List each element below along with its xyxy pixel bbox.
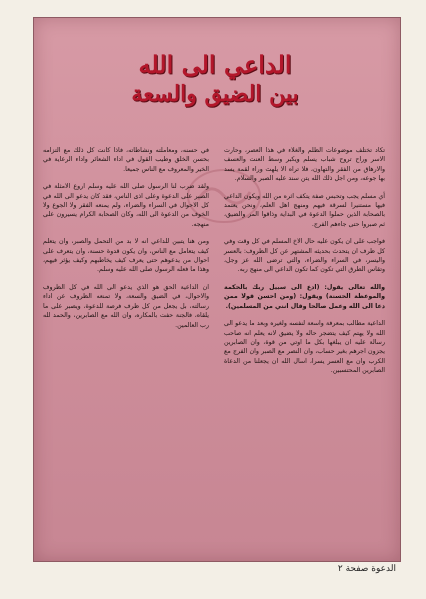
paragraph: فواجب على ان يكون عليه حال الاخ المسلم في كل وقت وفي كل ظرف ان يتحدث بحديثه المشتهر عن كل الظروف: بالعسر واليسر، في السراء والضراء، والتي ترضى الله عز وجل، وتقاس الطرق التي تكون كما تكون الداعي الى منهج ربه. [224,238,385,274]
paragraph: ولقد ضرب لنا الرسول صلى الله عليه وسلم اروع الامثلة في الصبر على الدعوة وعلى اذى الناس، فقد كان يدعو الى الله في كل الاحوال في السراء والضراء، ولم يمنعه الفقر ولا الجوع ولا الخوف من الدعوة الى الله، وكان الصحابة الكرام يسيرون على منهجه. [43,183,209,228]
article-title-line-1: الداعي الى الله [138,50,292,79]
paragraph: في حسنه، ومعاملته ونشاطاته، فاذا كانت كل ذلك مع التزامه بحسن الخلق وطيب القول في اداء الشعائر واداء الرعاية في الخير والمعروف مع الناس جميعا. [43,147,209,173]
article-title-line-2: بين الضيق والسعة [131,81,299,107]
page-footer: الدعوة صفحة ٢ [337,564,396,574]
paragraph: الداعية مطالب بمعرفة واسعة لنفسه ولغيره وبعد ما يدعو الى الله ولا يهتم كيف يتضجر حاله ولا يضيق لانه يعلم انه صاحب رسالة عليه ان يبلغها بكل ما اوتي من قوة، وان الصابرين يجزون اجرهم بغير حساب، وان النصر مع الصبر وان الفرج مع الكرب وان مع العسر يسرا، اسال الله ان يجعلنا من الدعاة الصابرين المحتسبين. [224,320,385,375]
quran-quote-paragraph: والله تعالى يقول: (ادع الى سبيل ربك بالحكمة والموعظة الحسنة) ويقول: (ومن احسن قولا ممن دعا الى الله وعمل صالحا وقال انني من المسلمين). [224,283,385,310]
paragraph: ومن هنا يتبين للداعي انه لا بد من التحمل والصبر، وان يتعلم كيف يتعامل مع الناس، وان يكون قدوة حسنة، وان يتعرف على احوال من يدعوهم حتى يعرف كيف يخاطبهم وكيف يؤثر فيهم، وهذا ما فعله الرسول صلى الله عليه وسلم. [43,238,209,274]
article-column-left [43,146,209,338]
article-column-right [224,146,385,384]
paragraph: أي مسلم يجب وتحبس صفة يتكف اثره من الله ويكون الداعي فيها مستنيرا لسرقة فيهم ومنهج اهل العلم، ونحن يعتمد بالصحابة الذين حملوا الدعوة في البداية وذاقوا المر والضيق، ثم صبروا حتى جاءهم الفرج. [224,192,385,228]
paragraph: ان الداعية الحق هو الذي يدعو الى الله في كل الظروف والاحوال، في الضيق والسعة، ولا تمنعه الظروف عن اداء رسالته، بل يجعل من كل ظرف فرصة للدعوة، ويصبر على ما يلقاه، فالجنة حفت بالمكاره، وان الله مع الصابرين، والحمد لله رب العالمين. [43,283,209,329]
paragraph: تكاد تختلف موضوعات الظلم والغلاء في هذا العصر، وحارت الاسر وراح تروح شباب يسلم ويكبر وسط العنت والعسف والارهاق من الفقر والتهاون، فلا تراه الا يلهث وراء لقمة يسد بها جوعه، ومن اجل ذلك الله يتن سند عليه الصبر والسلام. [224,147,385,183]
article-title [60,50,370,108]
